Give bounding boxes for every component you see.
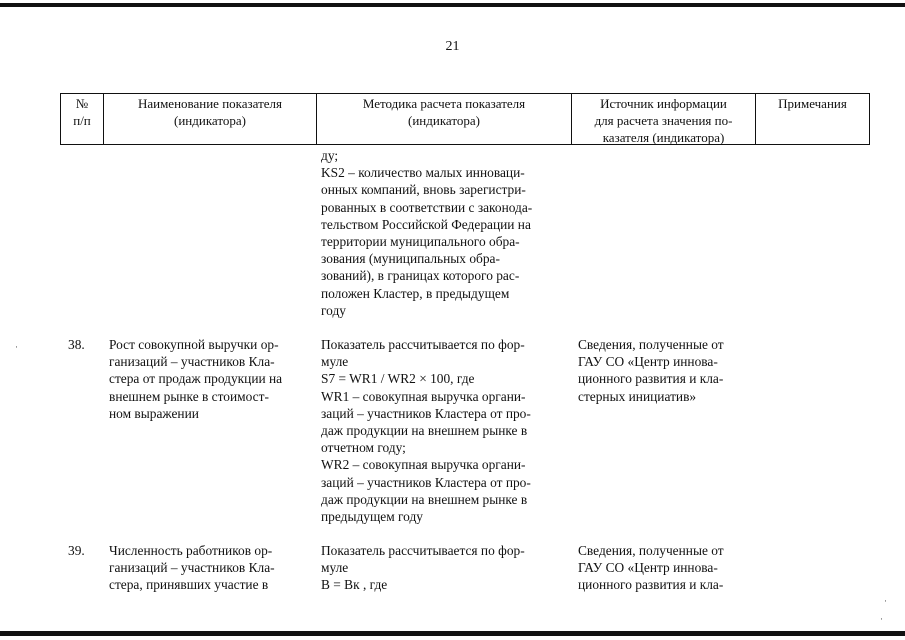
indicator-name: Рост совокупной выручки ор- ганизаций – участников Кла- стера от продаж продукции на внешнем рынке в стоимост- ном выражении [109,337,283,421]
scan-speck: · [884,596,887,606]
scan-speck: · [880,614,883,624]
calculation-method: Показатель рассчитывается по фор- муле S7 = WR1 / WR2 × 100, где WR1 – совокупная выручка органи- заций – участников Кластера от про- даж продукции на внешнем рынке в отчетном году; WR2 – совокупная выручка органи- заций – участников Кластера от про- даж продукции на внешнем рынке в предыдущем году [321,337,531,525]
row-number: 38. [68,337,85,352]
header-source: Источник информации для расчета значения по- казателя (индикатора) [594,96,733,145]
bottom-border-rule [0,631,905,636]
top-border-rule [0,3,905,7]
header-method: Методика расчета показателя (индикатора) [362,96,526,128]
header-num: № п/п [73,96,91,128]
information-source: Сведения, полученные от ГАУ СО «Центр иннова- ционного развития и кла- стерных инициатив» [578,337,724,404]
information-source: Сведения, полученные от ГАУ СО «Центр иннова- ционного развития и кла- [578,543,724,593]
row-number: 39. [68,543,85,558]
header-name: Наименование показателя (индикатора) [137,96,283,128]
page-number: 21 [445,39,460,54]
continuation-method-text: ду; KS2 – количество малых инноваци- онных компаний, вновь зарегистри- рованных в соответствии с законода- тельством Российской Федерации на территории муниципального обра- зования (муниципальных обра- зований), в границах которого рас- положен Кластер, в предыдущем году [321,148,533,318]
indicator-name: Численность работников ор- ганизаций – участников Кла- стера, принявших участие в [109,543,275,593]
table-header [60,93,870,145]
scan-speck: · [15,342,18,352]
calculation-method: Показатель рассчитывается по фор- муле B = Bк , где [321,543,525,593]
header-notes: Примечания [778,96,847,111]
